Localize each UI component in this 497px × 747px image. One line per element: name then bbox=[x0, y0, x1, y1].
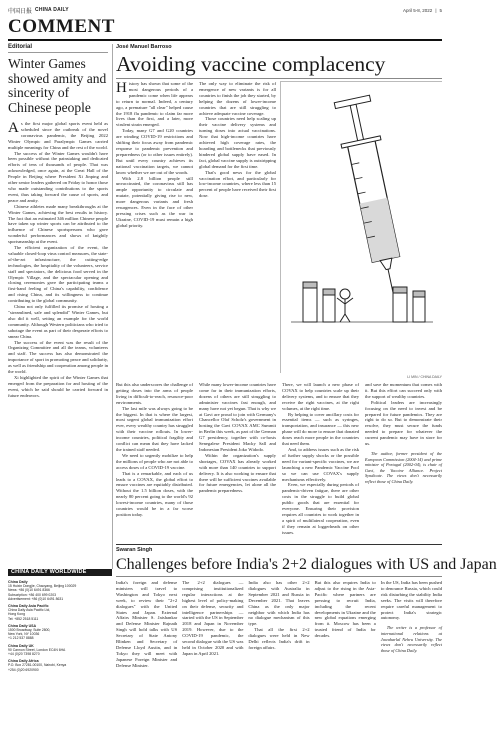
main-column-2 bbox=[199, 81, 276, 271]
issue-info: April 5-8, 2022 | 5 bbox=[403, 7, 442, 13]
vaccine-cartoon-svg bbox=[281, 82, 443, 374]
contact-line: Subscription: +86 400 699 0203 bbox=[8, 592, 56, 597]
main-headline: Avoiding vaccine complacency bbox=[116, 52, 386, 76]
page-number: 5 bbox=[439, 7, 442, 13]
editorial-paragraph: China not only fulfilled its promise of hosting a "streamlined, safe and splendid" Winter Games, but also did it well, setting an example for the world community. Although Western politicians who tried to sabotage the event as part of their desperate efforts to smear China. bbox=[8, 304, 108, 339]
editorial-paragraph: The success of the Winter Games wouldn't have been possible without the painstaking and dedicated efforts of tens of thousands of people. That was acknowledged, once again, at the Great Hall of the People in Beijing where President Xi Jinping and other senior leaders gathered on Friday to honor those who made outstanding contributions to the sports event, thus taking forward the cause of sports, and peace and amity. bbox=[8, 150, 108, 203]
china-daily-worldwide-band: CHINA DAILY WORLDWIDE bbox=[8, 569, 112, 576]
main-column-lower-3 bbox=[365, 382, 442, 542]
page-header bbox=[8, 5, 442, 15]
contact-block bbox=[8, 604, 112, 621]
second-column-2 bbox=[182, 580, 243, 740]
second-paragraph: But this also requires India to adjust to the rising in the Asia-Pacific where partners are pressing to recruit India, including the recent developments in Ukraine and the new global equations emerging from it. Moscow has been a trusted friend of India for decades. bbox=[314, 580, 376, 639]
contact-block bbox=[8, 580, 112, 601]
main-article-lower-columns bbox=[116, 382, 442, 542]
contact-label: China Daily UK bbox=[8, 643, 34, 648]
main-paragraph: By helping to cover ancillary costs for essential items — such as syringes, transportation, and insurance — this new phase will do more to ensure that donated doses reach more people in the countries that need them. bbox=[282, 411, 359, 447]
main-paragraph: The only way to eliminate the risk of emergence of new variants is for all countries to finish the job they started, by helping the dozens of lower-income countries that are still struggling to achieve adequate vaccine coverage. bbox=[199, 81, 276, 116]
contact-line: +254 (0)20 6920900 bbox=[8, 667, 39, 672]
second-paragraph: India also has other 2+2 dialogues with Australia in September 2021 and Russia in December 2021. That leaves China as the only major neighbor with which India has no dialogue mechanism of this type. bbox=[248, 580, 310, 627]
contact-line: +44 (0)20 7398 8270 bbox=[8, 652, 40, 657]
second-headline-rule bbox=[116, 576, 442, 577]
editorial-paragraph: As the first major global sports event held as scheduled since the outbreak of the novel coronavirus pandemic, the Beijing 2022 Winter Olympic and Paralympic Games carried multiple meanings for China and the rest of the world. bbox=[8, 120, 108, 150]
contact-line: China Daily Asia Pacific Ltd, bbox=[8, 608, 51, 613]
editorial-dropcap: A bbox=[8, 120, 19, 136]
main-paragraph: And, to address issues such as the risk of further supply shocks or the possible need for variant-specific vaccines, we are launching a new Pandemic Vaccine Pool so we can use COVAX's supply mechanisms effectively. bbox=[282, 446, 359, 482]
column-divider bbox=[112, 44, 113, 569]
contacts-block bbox=[8, 580, 112, 675]
main-paragraph: Today, many G7 and G20 countries are winding COVID-19 restrictions and shifting their focus away from pandemic response to pandemic prevention and preparedness (or to other issues entirely). But until every country achieves its national vaccination targets, we cannot know whether we are out of the woods. bbox=[116, 128, 193, 175]
contact-block bbox=[8, 624, 112, 641]
contact-line: News: +86 (0)10 6491 8366 bbox=[8, 588, 50, 593]
second-column-4 bbox=[315, 580, 376, 740]
cartoon-illustration bbox=[280, 81, 442, 373]
main-column-lower-1 bbox=[199, 382, 276, 542]
main-dropcap: H bbox=[116, 80, 127, 96]
main-column-lower-2 bbox=[282, 382, 359, 542]
section-title: COMMENT bbox=[8, 16, 115, 37]
main-paragraph: But this also underscores the challenge of getting doses into the arms of people living in difficult-to-reach, resource-poor environments. bbox=[116, 382, 193, 405]
second-column-3 bbox=[248, 580, 309, 740]
issue-date: April 5-8, 2022 bbox=[403, 7, 433, 13]
contact-label: China Daily Africa bbox=[8, 659, 39, 664]
contact-block bbox=[8, 644, 112, 657]
main-paragraph: With 2.8 billion people still unvaccinated, the coronavirus still has ample opportunity to circulate and mutate, potentially giving rise to new, more dangerous variants and fresh resurgences. Even in the face of other pressing crises such as the war in Ukraine, COVID-19 must remain a high global priority. bbox=[116, 175, 193, 228]
contact-line: Tel: +852 2518 5111 bbox=[8, 616, 39, 621]
contact-line: P.O. Box 27281-00100, Nairobi, Kenya bbox=[8, 663, 67, 668]
editorial-body bbox=[8, 121, 108, 399]
main-paragraph: Within the organization's supply shortages, COVAX has already worked with more than 140 countries to support delivery. It is also working to ensure that there will be sufficient vaccines available for future emergencies, let alone all the pandemic preparedness. bbox=[199, 452, 276, 494]
main-paragraph: We need to urgently mobilize to help the millions of people who are not able to access doses of a COVID-19 vaccine. bbox=[116, 452, 193, 470]
editorial-paragraph: The efficient organization of the event, the valuable closed-loop virus control measures, the state-of-the-art infrastructure, the cutting-edge technologies, the hospitality of the volunteers, service staff and spectators, the delicious food served in the Olympic Village, and the spectacular opening and closing ceremonies gave the participating teams a first-hand feeling of China's capability, confidence and rising China, and its willingness to continue contributing to the global community. bbox=[8, 245, 108, 304]
second-headline: Challenges before India's 2+2 dialogues with US and Japan bbox=[116, 556, 497, 573]
main-column-3-lower bbox=[116, 382, 193, 542]
contact-label: China Daily bbox=[8, 580, 28, 584]
cartoon-credit: LI MIN / CHINA DAILY bbox=[407, 375, 442, 379]
main-paragraph: That's good news for the global vaccination effort, and particularly for low-income countries, where less than 15 percent of people have received their first dose. bbox=[199, 169, 276, 199]
second-byline: Swaran Singh bbox=[116, 547, 153, 553]
editorial-column bbox=[8, 44, 108, 566]
second-paragraph: The 2+2 dialogues — comprising institutionalized regular interactions at the highest level of policy-making on their defense, security and intelligence partnerships — started with the US in September 2018 and Japan in November 2019. However, due to the COVID-19 pandemic, the second dialogue with the US was held in October 2020 and with Japan in April 2021. bbox=[182, 580, 244, 656]
contact-line: Advertisement: +86 (0)10 6491 8631 bbox=[8, 596, 64, 601]
contact-block bbox=[8, 659, 112, 672]
main-paragraph: Those countries need help scaling up their vaccine delivery systems and turning doses into actual vaccinations. Now that high-income countries have achieved high coverage rates, the hoarding and bottlenecks that previously hindered global supply have eased. In fact, global vaccine supply is outstripping global demand for the first time. bbox=[199, 116, 276, 169]
contact-label: China Daily Asia Pacific bbox=[8, 604, 49, 609]
second-paragraph: In the US, India has been pushed to denounce Russia, which could risk disturbing the stability India seeks. The visits will therefore require careful management to protect India's strategic autonomy. bbox=[380, 580, 442, 621]
author-note: The author, former president of the European Commission (2004-14) and prime minister of Portugal (2002-04), is chair of Gavi, the Vaccine Alliance. Project Syndicate. The views don't necessarily reflect those of China Daily. bbox=[365, 450, 442, 484]
main-paragraph: That is a remarkable, and each of us leads to a COVAX, the global effort to ensure vaccines are equitably distributed. Without the 1.5 billion doses, with the nearly 80 percent going to the world's 92 lowest-income countries, many of those countries would be in a far worse position today. bbox=[116, 470, 193, 517]
contact-line: +1 212 537 8888 bbox=[8, 636, 34, 641]
masthead bbox=[8, 6, 69, 15]
main-paragraph: and save the momentum that comes with it. But this effort can succeed only with the support of wealthy countries. bbox=[365, 382, 442, 399]
main-paragraph: Political leaders are increasingly focusing on the need to invest and be prepared for future pandemics. They are right to do so. But to demonstrate their resolve, they must secure the funds needed to prepare for whatever the current pandemic may have in store for us. bbox=[365, 399, 442, 447]
section-rule bbox=[8, 39, 442, 41]
second-paragraph: That all the first 2+2 dialogues were held in New Delhi reflects India's drift in foreign affairs. bbox=[248, 627, 310, 650]
editorial-paragraph: The success of the event was the result of the Organizing Committee and all the teams, volunteers and staff. The success has also demonstrated the importance of sport in promoting peace and solidarity, as well as friendship and cooperation among people in the world. bbox=[8, 339, 109, 375]
second-author-note: The writer is a professor of international relations at Jawaharlal Nehru University. The views don't necessarily reflect those of China Daily. bbox=[380, 625, 442, 653]
main-paragraph: The last mile was always going to be the biggest. In that is where the largest, most urgent global immunization effort ever, every wealthy country has struggled with their vaccine rollouts. In lower-income countries, political fragility and conflict can mean that they have lacked the trained staff needed. bbox=[116, 405, 193, 452]
contact-line: 15 Huixin Dongjie, Chaoyang, Beijing 100029 bbox=[8, 584, 77, 589]
contact-line: Hong Kong bbox=[8, 612, 25, 617]
masthead-logo-glyphs: 中国日报 bbox=[8, 7, 33, 15]
masthead-name: CHINA DAILY bbox=[35, 7, 69, 13]
contact-line: 90 Cannon Street, London EC4N 6HA bbox=[8, 647, 66, 652]
main-paragraph: While many lower-income countries have come far in their immunization efforts, dozens of others are still struggling to administer vaccines fast enough, and many have not yet begun. That is why we at Gavi are proud to join with Germany's Chancellor Olaf Scholz's government in hosting the Gavi COVAX AMC Summit in Berlin this week, as part of the German G7 presidency, together with co-hosts Senegalese President Macky Sall and Indonesian President Joko Widodo. bbox=[199, 382, 276, 452]
main-column-1 bbox=[116, 81, 193, 381]
editorial-kicker: Editorial bbox=[8, 44, 108, 53]
article-separator bbox=[116, 544, 442, 545]
second-column-5 bbox=[381, 580, 442, 740]
main-paragraph: There, we will launch a new phase of COVAX to help countries scale up their delivery systems, and to ensure that they receive the right vaccines, at the right volumes, at the right time. bbox=[282, 382, 359, 411]
editorial-headline: Winter Games showed amity and sincerity of Chinese people bbox=[8, 56, 107, 115]
editorial-paragraph: Xi highlighted the spirit of the Winter Games that emerged from the preparation for and hosting of the event, which he said should be carried forward in future endeavors. bbox=[8, 374, 108, 398]
second-article-columns bbox=[116, 580, 442, 740]
main-paragraph: Even, we especially during periods of pandemic-driven fatigue, there are other costs in the struggle to build global public goods that are essential for everyone. Ensuring their provision requires all countries to work together in a spirit of multilateral cooperation, even if they remain at loggerheads on other issues. bbox=[282, 482, 359, 535]
second-column-1 bbox=[116, 580, 177, 740]
contact-line: 1500 Broadway, Suite 2800, bbox=[8, 628, 51, 633]
main-byline: José Manuel Barroso bbox=[116, 44, 172, 50]
headline-rule bbox=[116, 78, 442, 79]
contact-label: China Daily USA bbox=[8, 623, 37, 628]
contact-line: New York, NY 10036 bbox=[8, 632, 40, 637]
second-paragraph: India's foreign and defense ministers will travel to Washington and Tokyo next week, to review their "2+2 dialogues" with the United States and Japan. External Affairs Minister S. Jaishankar and Defense Minister Rajnath Singh will hold talks with US Secretary of State Antony Blinken and Secretary of Defense Lloyd Austin, and in Tokyo they will meet with Japanese Foreign Minister and Defense Minister. bbox=[116, 580, 178, 668]
main-paragraph: History has shown that some of the most dangerous periods of a pandemic come when life appears to return to normal. Indeed, a century ago, a premature "all clear" helped cause the 1918 flu pandemic to claim far more lives than the first, and a later, more virulent strain emerged. bbox=[116, 80, 193, 128]
editorial-paragraph: Chinese athletes made many breakthroughs at the Winter Games, achieving the best results in history. The fact that an estimated 346 million Chinese people have taken up winter sports can be attributed to the influence of Chinese sportspersons who gave wonderful performances and shows of knightly sportsmanship at the event. bbox=[8, 203, 108, 245]
